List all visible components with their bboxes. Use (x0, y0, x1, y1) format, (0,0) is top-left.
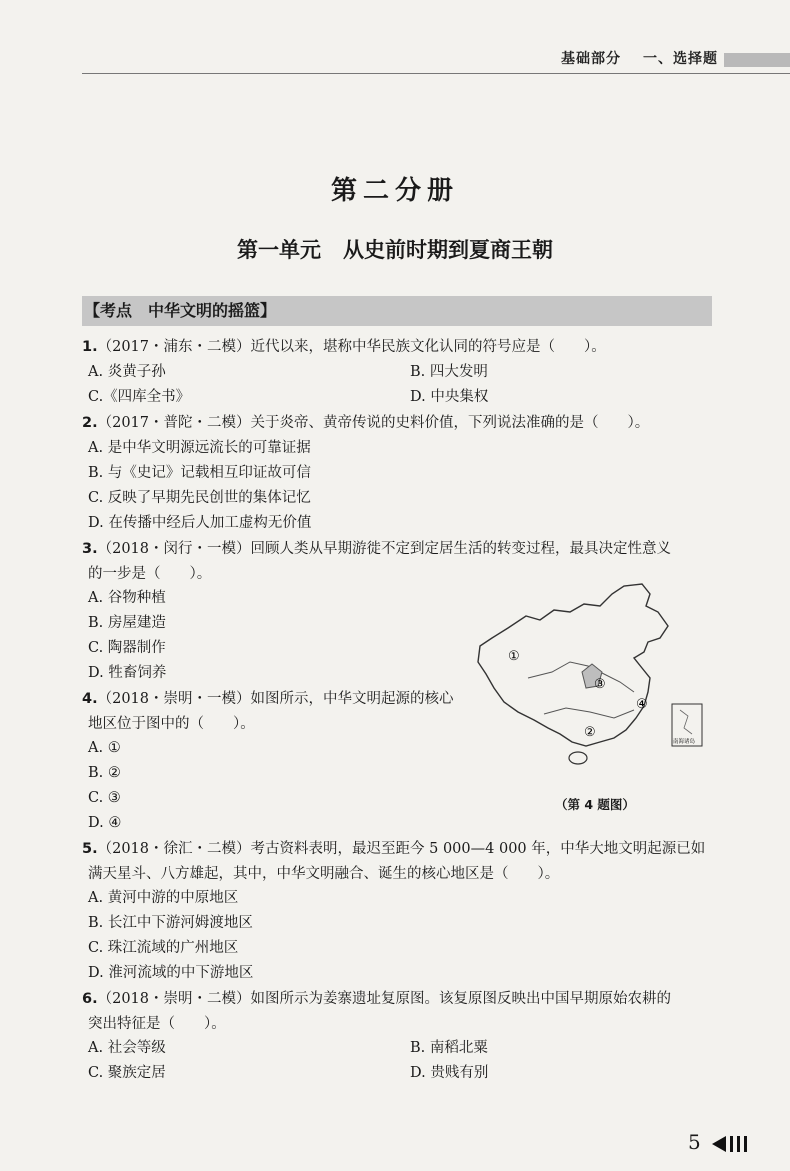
option: C. 反映了早期先民创世的集体记忆 (88, 490, 311, 506)
question-text: （2018・徐汇・二模）考古资料表明，最迟至距今 5 000—4 000 年，中华大地文明起源已如 (97, 841, 706, 857)
option: C. 聚族定居 (88, 1065, 166, 1081)
header-rule (82, 73, 790, 74)
option: A. 黄河中游的中原地区 (88, 890, 239, 906)
option: D. 淮河流域的中下游地区 (88, 965, 254, 981)
option: D. 在传播中经后人加工虚构无价值 (88, 515, 312, 531)
unit-title-number: 第一单元 (237, 238, 321, 262)
question-3-stem (82, 536, 671, 562)
question-text-continued: 的一步是（ ）。 (88, 566, 212, 582)
question-text: （2017・普陀・二模）关于炎帝、黄帝传说的史料价值，下列说法准确的是（ ）。 (97, 415, 650, 431)
option: D. 贵贱有别 (410, 1065, 489, 1081)
question-text: （2017・浦东・二模）近代以来，堪称中华民族文化认同的符号应是（ ）。 (97, 339, 606, 355)
running-header (555, 47, 724, 71)
question-4-stem (82, 686, 454, 712)
section-label: 【考点 中华文明的摇篮】 (84, 301, 277, 320)
option: A. 是中华文明源远流长的可靠证据 (88, 440, 311, 456)
question-6-stem (82, 986, 671, 1012)
question-text-continued: 满天星斗、八方雄起，其中，中华文明融合、诞生的核心地区是（ ）。 (88, 866, 560, 882)
option: D. 牲畜饲养 (88, 665, 167, 681)
page-number: 5 (688, 1130, 701, 1154)
question-text: （2018・崇明・二模）如图所示为姜寨遗址复原图。该复原图反映出中国早期原始农耕的 (97, 991, 672, 1007)
option: D. 中央集权 (410, 389, 489, 405)
question-number: 5. (82, 841, 98, 857)
option: C. ③ (88, 790, 121, 806)
map-marker-3: ③ (594, 677, 606, 692)
question-number: 3. (82, 541, 98, 557)
question-text: （2018・崇明・一模）如图所示，中华文明起源的核心 (97, 691, 454, 707)
option: B. 南稻北粟 (410, 1040, 488, 1056)
option: A. 炎黄子孙 (88, 364, 166, 380)
question-text-continued: 地区位于图中的（ ）。 (88, 716, 255, 732)
book-title: 第二分册 (330, 176, 459, 206)
option: D. ④ (88, 815, 122, 831)
unit-title (0, 234, 790, 264)
map-marker-4: ④ (636, 697, 648, 712)
unit-title-name: 从史前时期到夏商王朝 (343, 238, 553, 262)
question-number: 1. (82, 339, 98, 355)
question-number: 2. (82, 415, 98, 431)
option: B. ② (88, 765, 121, 781)
option: A. 社会等级 (88, 1040, 166, 1056)
question-5-stem (82, 836, 705, 862)
map-marker-1: ① (508, 649, 520, 664)
page-arrow-icon (712, 1133, 762, 1155)
option: C. 陶器制作 (88, 640, 166, 656)
question-2-stem (82, 410, 649, 436)
option: A. 谷物种植 (88, 590, 166, 606)
option: C.《四库全书》 (88, 389, 191, 405)
map-marker-2: ② (584, 725, 596, 740)
option: A. ① (88, 740, 121, 756)
question-text: （2018・闵行・一模）回顾人类从早期游徙不定到定居生活的转变过程，最具决定性意义 (97, 541, 672, 557)
option: C. 珠江流域的广州地区 (88, 940, 239, 956)
option: B. 房屋建造 (88, 615, 166, 631)
china-map-figure (474, 582, 708, 782)
question-text-continued: 突出特征是（ ）。 (88, 1016, 226, 1032)
option: B. 长江中下游河姆渡地区 (88, 915, 253, 931)
header-section: 基础部分 (561, 51, 621, 67)
header-topic: 一、选择题 (643, 51, 718, 67)
map-caption: （第 4 题图） (555, 797, 635, 812)
inset-label: 南海诸岛 (673, 739, 696, 745)
option: B. 与《史记》记载相互印证故可信 (88, 465, 311, 481)
option: B. 四大发明 (410, 364, 488, 380)
question-number: 6. (82, 991, 98, 1007)
question-1-stem (82, 334, 606, 360)
china-map-outline (474, 582, 708, 782)
question-number: 4. (82, 691, 98, 707)
